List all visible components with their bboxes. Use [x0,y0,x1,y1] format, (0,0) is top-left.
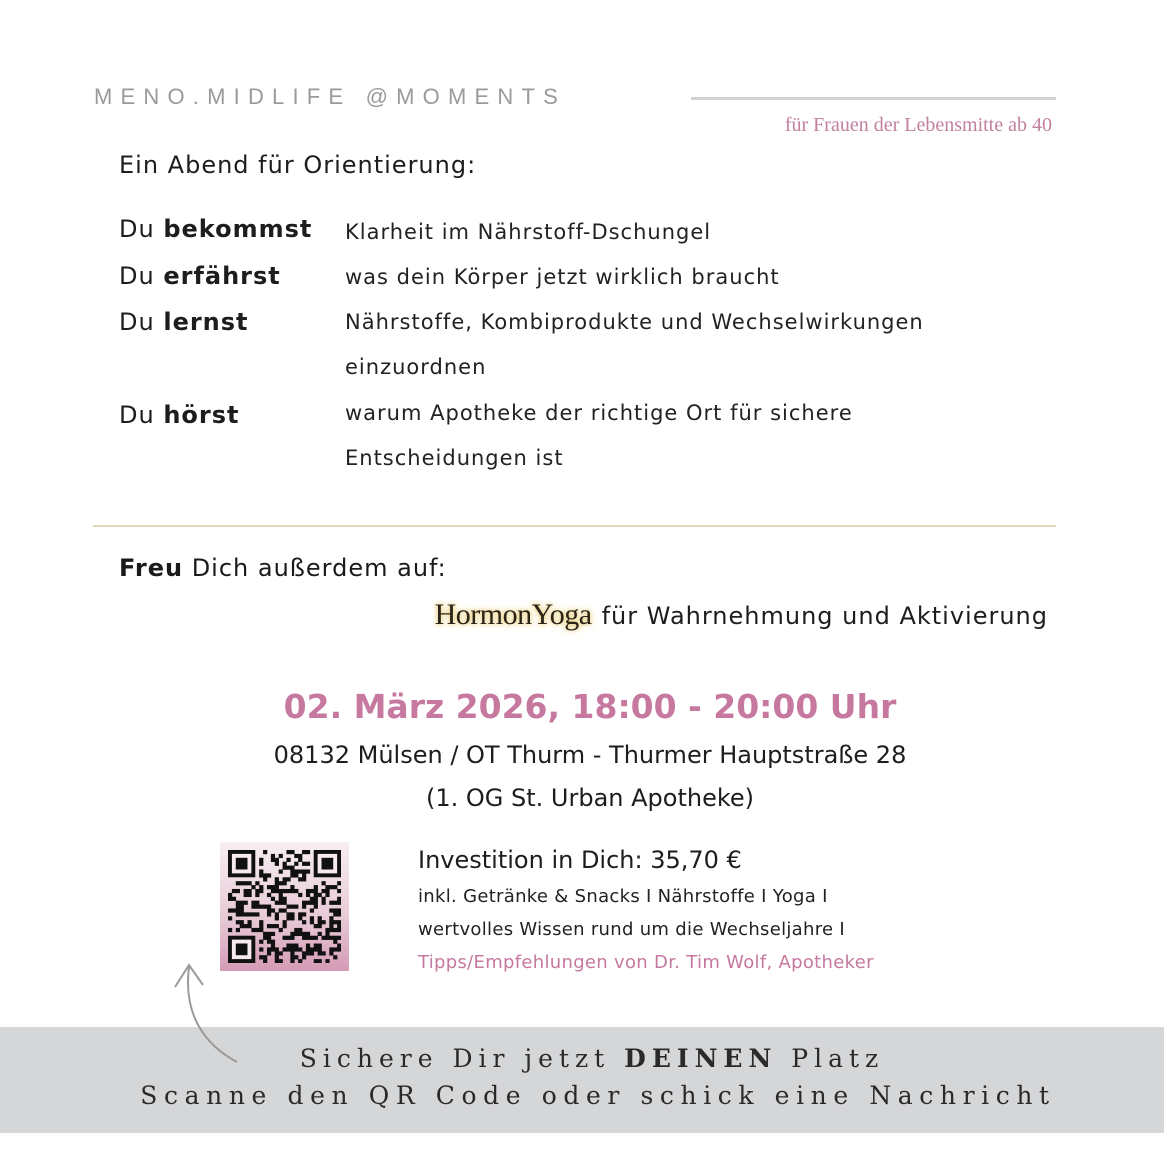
point-verb: Du lernst [119,308,249,336]
qr-code-icon [228,850,341,963]
cta-line-2: Scanne den QR Code oder schick eine Nachricht [140,1081,1056,1110]
qr-code[interactable] [220,842,349,971]
point-description: Nährstoffe, Kombiprodukte und Wechselwirkungen einzuordnen [345,310,924,379]
point-verb: Du erfährst [119,262,281,290]
yoga-description: für Wahrnehmung und Aktivierung [601,602,1048,630]
point-description: warum Apotheke der richtige Ort für sichere Entscheidungen ist [345,401,853,470]
tagline: für Frauen der Lebensmitte ab 40 [784,114,1052,136]
extras-heading: Freu Dich außerdem auf: [119,554,447,582]
point-description: was dein Körper jetzt wirklich braucht [345,265,780,289]
price-title: Investition in Dich: 35,70 € [418,846,742,874]
brand-name: MENO.MIDLIFE @MOMENTS [94,84,566,109]
point-verb: Du bekommst [119,215,313,243]
point-verb: Du hörst [119,401,240,429]
price-credit: Tipps/Empfehlungen von Dr. Tim Wolf, Apotheker [418,952,874,973]
point-description: Klarheit im Nährstoff-Dschungel [345,220,712,244]
intro-heading: Ein Abend für Orientierung: [119,151,477,179]
event-date: 02. März 2026, 18:00 - 20:00 Uhr [283,687,897,726]
event-address: 08132 Mülsen / OT Thurm - Thurmer Hauptstraße 28 [273,741,907,769]
price-includes: wertvolles Wissen rund um die Wechseljahre I [418,919,846,940]
yoga-line [435,598,1048,632]
cta-line-1: Sichere Dir jetzt DEINEN Platz [299,1044,885,1073]
header-rule [691,97,1056,100]
section-divider [93,525,1056,527]
price-includes: inkl. Getränke & Snacks I Nährstoffe I Yoga I [418,886,828,907]
event-location-detail: (1. OG St. Urban Apotheke) [425,784,755,812]
hormonyoga-logo: HormonYoga [434,598,592,631]
